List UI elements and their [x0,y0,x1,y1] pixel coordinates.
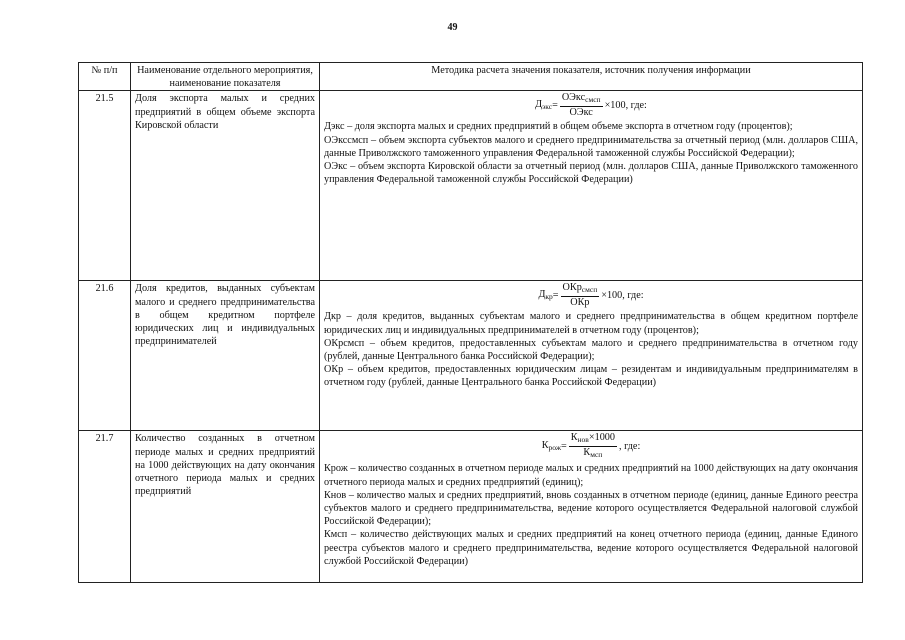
row-number: 21.5 [79,91,131,281]
header-number: № п/п [79,63,131,91]
method-cell [320,281,863,431]
formula-tail: ×100, где: [604,99,647,111]
definition: Кнов – количество малых и средних предприятий, вновь созданных в отчетном периоде (единиц, данные Единого реестра субъектов малого и среднего предпринимательства, ведение которого осуществляется Федеральной налоговой службой Российской Федерации); [324,489,858,528]
formula: $Д_{экс}$ = $\frac{ОЭкс_{смсп}}{\text{ОЭкс}}$ ×100, где: [535,92,647,119]
definition: Кмсп – количество действующих малых и средних предприятий на конец отчетного периода (единиц, данные Единого реестра субъектов малого и среднего предпринимательства, ведение которого осуществляется Федеральной налоговой службой Российской Федерации) [324,529,858,567]
formula-lhs: $К_{рож}$ [541,439,561,452]
formula-fraction: $\frac{ОЭкс_{смсп}}{\text{ОЭкс}}$ [561,92,601,119]
definition: ОЭксcмсп – объем экспорта субъектов малого и среднего предпринимательства за отчетный период (млн. долларов США, данные Приволжского таможенного управления Федеральной таможенной службы Российской Федерации); [324,134,858,159]
indicator-name: Доля кредитов, выданных субъектам малого и среднего предпринимательства в общем кредитном портфеле юридических лиц и индивидуальных предпринимателей [131,281,320,431]
definition: Дкр – доля кредитов, выданных субъектам малого и среднего предпринимательства в общем кредитном портфеле юридических лиц и индивидуальных предпринимателей в отчетном году (процентов); [324,311,858,336]
header-name: Наименование отдельного мероприятия, наименование показателя [131,63,320,91]
formula-lhs: $Д_{экс}$ [535,98,553,111]
formula-tail: , где: [618,440,641,452]
method-cell [320,91,863,281]
page-number: 49 [447,22,458,33]
table-row [79,281,863,431]
definition: ОКр – объем кредитов, предоставленных юридическим лицам – резидентам и индивидуальным предпринимателям в отчетном году (рублей, данные Центрального банка Российской Федерации) [324,364,858,389]
definition: Дэкс – доля экспорта малых и средних предприятий в общем объеме экспорта в отчетном году (процентов); [324,121,793,133]
definition: Крож – количество созданных в отчетном периоде малых и средних предприятий на 1000 действующих на дату окончания отчетного периода малых и средних предприятий (единиц); [324,463,858,488]
formula-lhs: $Д_{кр}$ [538,288,553,301]
table-header-row [79,63,863,91]
formula: $Д_{кр}$ = $\frac{ОКр_{смсп}}{\text{ОКр}}$ ×100, где: [538,282,644,309]
indicator-name: Доля экспорта малых и средних предприятий в общем объеме экспорта Кировской области [131,91,320,281]
table-row [79,431,863,583]
formula-fraction: $\frac{ОКр_{смсп}}{\text{ОКр}}$ [562,282,598,309]
definition: ОКрсмсп – объем кредитов, предоставленных субъектам малого и среднего предпринимательства в отчетном году (рублей, данные Центрального банка Российской Федерации); [324,337,858,363]
header-method: Методика расчета значения показателя, источник получения информации [320,63,863,91]
row-number: 21.6 [79,281,131,431]
formula: $К_{рож}$ = $\frac{К_{нов}\times 1000}{К_{мсп}}$ , где: [541,432,641,460]
definition: ОЭкс – объем экспорта Кировской области за отчетный период (млн. долларов США, данные Приволжского таможенного управления Федеральной таможенной службы Российской Федерации) [324,161,858,186]
formula-fraction: $\frac{К_{нов}\times 1000}{К_{мсп}}$ [570,432,615,460]
formula-tail: ×100, где: [601,289,644,301]
table-row [79,91,863,281]
method-cell [320,431,863,583]
indicator-name: Количество созданных в отчетном периоде малых и средних предприятий на 1000 действующих на дату окончания отчетного периода малых и средних предприятий [131,431,320,583]
indicator-table [78,62,863,583]
row-number: 21.7 [79,431,131,583]
